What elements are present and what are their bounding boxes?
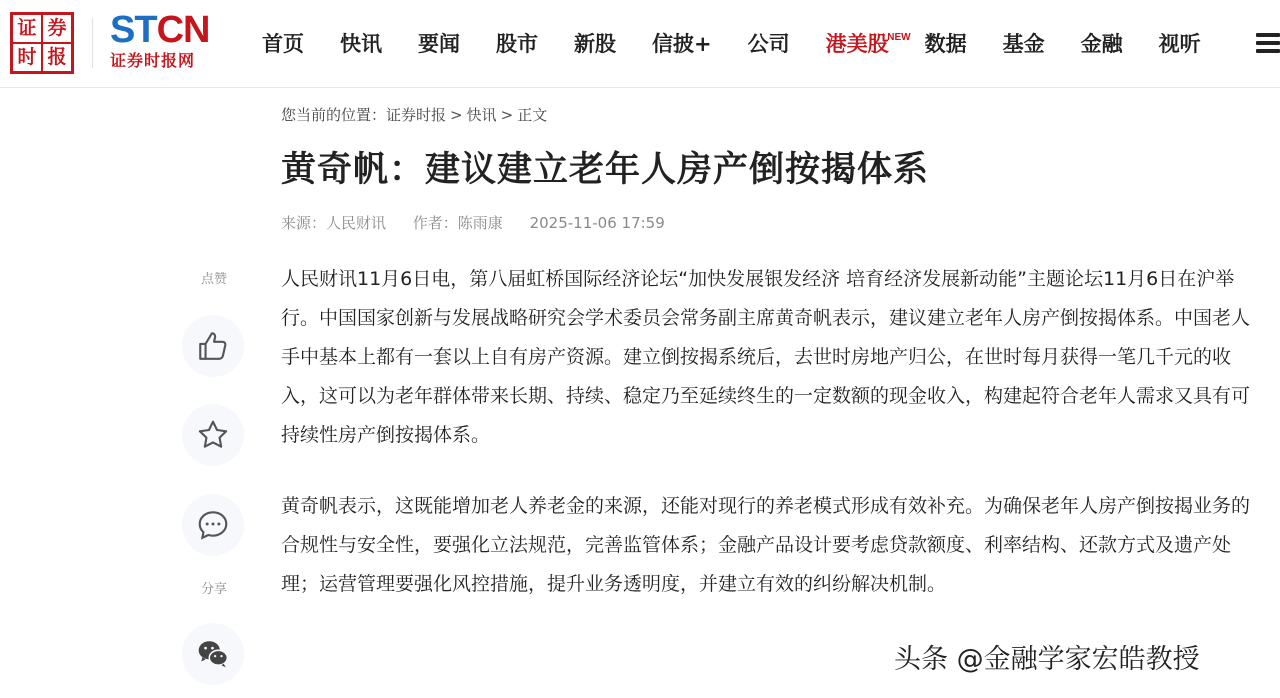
breadcrumb-item-stcn[interactable]: 证券时报: [386, 106, 447, 124]
nav-label: 股市: [496, 32, 538, 56]
nav-label: 首页: [262, 32, 304, 56]
nav-item-home[interactable]: [262, 28, 304, 60]
article-paragraph: 人民财讯11月6日电，第八届虹桥国际经济论坛“加快发展银发经济 培育经济发展新动能”主题论坛11月6日在沪举行。中国国家创新与发展战略研究会学术委员会常务副主席黄奇帆表示，建议建立老年人房产倒按揭体系。中国老人手中基本上都有一套以上自有房产资源。建立倒按揭系统后，去世时房地产归公，在世时每月获得一笔几千元的收入，这可以为老年群体带来长期、持续、稳定乃至延续终生的一定数额的现金收入，构建起符合老年人需求又具有可持续性房产倒按揭体系。: [281, 268, 1251, 446]
nav-item-finance[interactable]: [1081, 28, 1123, 60]
nav-label: 视听: [1158, 32, 1201, 56]
breadcrumb-item-current: 正文: [517, 106, 548, 124]
hamburger-icon[interactable]: [1256, 30, 1280, 58]
wechat-share-button[interactable]: [182, 623, 244, 685]
nav-item-flash[interactable]: [340, 28, 382, 60]
nav-label: 快讯: [340, 32, 382, 56]
site-header: [0, 0, 1280, 88]
seal-char: 证: [13, 15, 41, 42]
breadcrumb-separator: >: [500, 106, 514, 124]
seal-char: 时: [13, 44, 41, 71]
nav-label: 基金: [1002, 32, 1045, 56]
nav-label: 港美股: [825, 32, 889, 56]
share-label: 分享: [200, 582, 227, 597]
nav-item-company[interactable]: [748, 28, 790, 60]
nav-item-video[interactable]: [1159, 28, 1201, 60]
wechat-icon: [196, 637, 230, 671]
brand-divider: [92, 18, 93, 68]
like-button[interactable]: [182, 315, 244, 377]
like-label: 点赞: [200, 272, 227, 287]
nav-label: 数据: [924, 32, 967, 56]
nav-label: 金融: [1080, 32, 1123, 56]
seal-char: 报: [43, 44, 71, 71]
article-datetime: 2025-11-06 17:59: [529, 214, 665, 232]
breadcrumb-separator: >: [450, 106, 463, 124]
comment-button[interactable]: [182, 494, 244, 556]
nav-label: 信披+: [652, 32, 712, 56]
thumbs-up-icon: [196, 329, 230, 363]
securities-times-seal-logo[interactable]: [10, 12, 74, 74]
article-title: 黄奇帆：建议建立老年人房产倒按揭体系: [281, 150, 930, 190]
side-actions: [182, 262, 246, 685]
article-author: 作者：陈雨康: [412, 214, 503, 232]
article-body: [281, 260, 1261, 636]
seal-char: 券: [43, 15, 71, 42]
nav-item-data[interactable]: [925, 28, 967, 60]
wordmark-st: ST: [110, 9, 157, 51]
article-source: 来源：人民财讯: [281, 214, 387, 232]
nav-item-funds[interactable]: [1003, 28, 1045, 60]
nav-item-ipo[interactable]: [574, 28, 616, 60]
nav-item-headlines[interactable]: [418, 28, 460, 60]
breadcrumb-prefix: 您当前的位置：: [281, 106, 387, 124]
nav-item-stocks[interactable]: [496, 28, 538, 60]
stcn-wordmark-logo[interactable]: [110, 10, 209, 50]
star-icon: [196, 418, 230, 452]
nav-label: 公司: [747, 32, 790, 56]
site-name: 证券时报网: [110, 51, 196, 70]
new-badge: NEW: [887, 32, 911, 43]
breadcrumb-item-flash[interactable]: 快讯: [466, 106, 497, 124]
nav-item-hk-us-stocks[interactable]: [825, 28, 911, 60]
article-meta: [281, 212, 687, 233]
toutiao-watermark: 头条 @金融学家宏皓教授: [894, 640, 1200, 680]
wordmark-cn: CN: [156, 9, 210, 51]
breadcrumb: [281, 104, 547, 125]
favorite-button[interactable]: [182, 404, 244, 466]
article-paragraph: 黄奇帆表示，这既能增加老人养老金的来源，还能对现行的养老模式形成有效补充。为确保老年人房产倒按揭业务的合规性与安全性，要强化立法规范，完善监管体系；金融产品设计要考虑贷款额度、利率结构、还款方式及遗产处理；运营管理要强化风控措施，提升业务透明度，并建立有效的纠纷解决机制。: [281, 495, 1251, 595]
comment-icon: [196, 508, 230, 542]
nav-label: 新股: [574, 32, 616, 56]
main-nav: [262, 28, 1237, 60]
nav-label: 要闻: [418, 32, 460, 56]
nav-item-disclosure[interactable]: [652, 28, 712, 60]
